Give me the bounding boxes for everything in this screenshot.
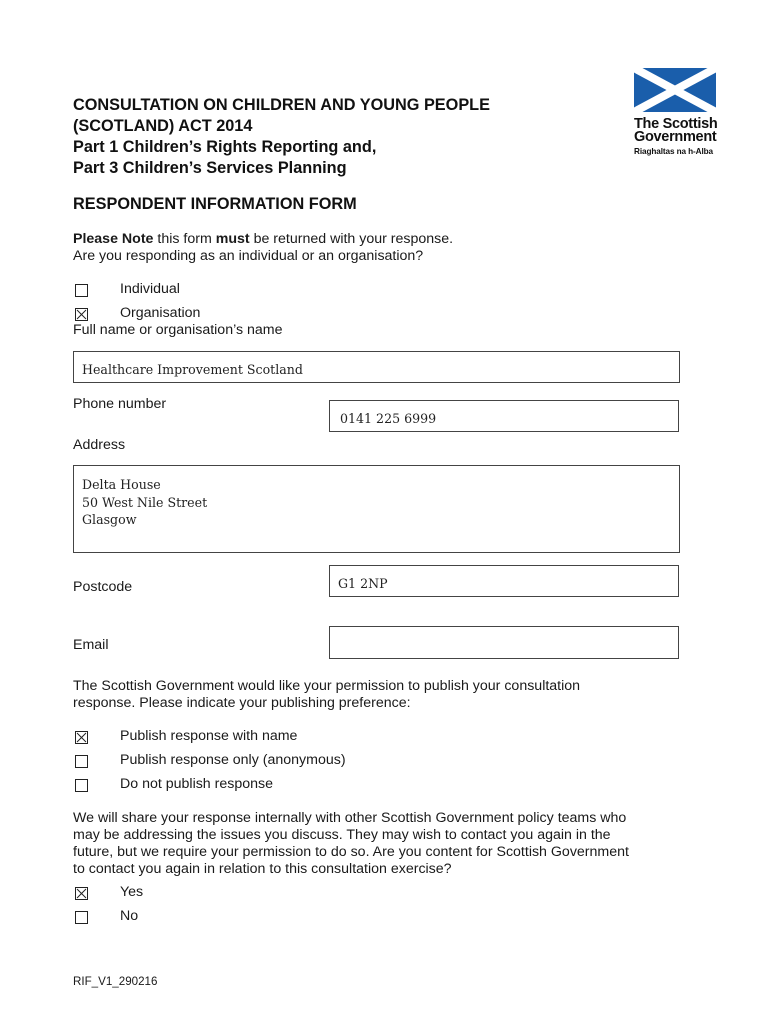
scottish-government-logo [634,68,720,156]
postcode-label: Postcode [73,579,133,595]
form-heading: RESPONDENT INFORMATION FORM [73,195,357,213]
note-emphasis: must [215,231,250,247]
address-field[interactable] [73,465,680,553]
organisation-label: Organisation [120,305,201,321]
logo-line-3: Riaghaltas na h-Alba [634,147,713,156]
publish-with-name-checkbox[interactable] [75,731,88,744]
email-field[interactable] [329,626,679,659]
respondent-question: Are you responding as an individual or an organisation? [73,248,424,264]
do-not-publish-checkbox[interactable] [75,779,88,792]
postcode-field[interactable] [329,565,679,597]
do-not-publish-label: Do not publish response [120,776,274,792]
note-line [73,231,453,249]
contact-yes-label: Yes [120,884,144,900]
contact-yes-checkbox[interactable] [75,887,88,900]
saltire-flag-icon [634,68,716,112]
address-line: 50 West Nile Street [82,494,208,510]
share-text-line: may be addressing the issues you discuss. They may wish to contact you again in the [73,827,611,843]
title-line: Part 3 Children’s Services Planning [73,159,347,177]
name-label: Full name or organisation’s name [73,322,283,338]
form-reference-code: RIF_V1_290216 [73,975,158,988]
address-value [74,466,679,529]
title-line: (SCOTLAND) ACT 2014 [73,117,253,135]
logo-line-1: The Scottish [634,116,718,132]
logo-line-2: Government [634,129,717,145]
title-line: Part 1 Children’s Rights Reporting and, [73,138,377,156]
contact-no-checkbox[interactable] [75,911,88,924]
note-tail: be returned with your response. [249,231,454,247]
share-text-line: to contact you again in relation to this consultation exercise? [73,861,452,877]
address-line: Delta House [82,477,161,492]
publish-with-name-label: Publish response with name [120,728,298,744]
organisation-checkbox[interactable] [75,308,88,321]
individual-label: Individual [120,281,180,297]
share-text-line: future, but we require your permission to do so. Are you content for Scottish Government [73,844,629,860]
note-middle: this form [153,231,216,247]
individual-checkbox[interactable] [75,284,88,297]
check-x-icon [76,309,87,320]
publish-anonymous-checkbox[interactable] [75,755,88,768]
email-label: Email [73,637,109,653]
name-field[interactable] [73,351,680,383]
email-value [330,627,678,637]
publish-text-line: The Scottish Government would like your permission to publish your consultation [73,678,581,694]
share-text-line: We will share your response internally with other Scottish Government policy teams who [73,810,627,826]
check-x-icon [76,888,87,899]
phone-field[interactable] [329,400,679,432]
publish-anonymous-label: Publish response only (anonymous) [120,752,346,768]
phone-value: 0141 225 6999 [340,411,437,426]
address-line: Glasgow [82,512,137,527]
phone-label: Phone number [73,396,167,412]
note-lead: Please Note [73,231,154,247]
address-label: Address [73,437,126,453]
document-title [73,95,593,179]
title-line: CONSULTATION ON CHILDREN AND YOUNG PEOPLE [73,96,490,114]
contact-no-label: No [120,908,139,924]
postcode-value: G1 2NP [338,576,388,591]
name-value: Healthcare Improvement Scotland [82,362,303,377]
publish-text-line: response. Please indicate your publishing preference: [73,695,411,711]
check-x-icon [76,732,87,743]
